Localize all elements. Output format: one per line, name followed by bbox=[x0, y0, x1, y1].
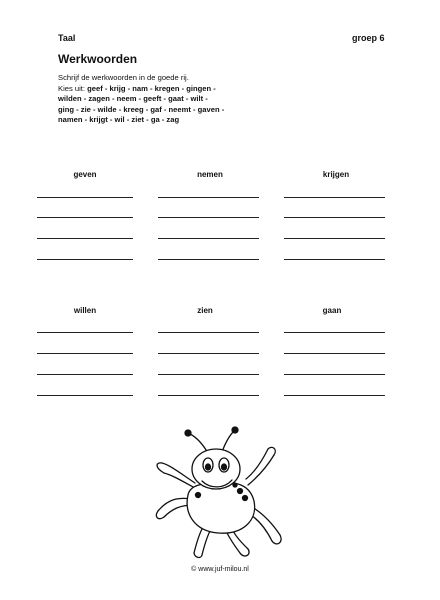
answer-line[interactable] bbox=[158, 197, 259, 198]
column-label-geven: geven bbox=[73, 170, 97, 179]
word-list-line-1: geef - krijg - nam - kregen - gingen - bbox=[87, 83, 216, 93]
antenna-right bbox=[222, 431, 234, 452]
answer-line[interactable] bbox=[158, 353, 259, 354]
spider-head bbox=[192, 449, 240, 489]
leg-left-1 bbox=[162, 463, 195, 488]
answer-line[interactable] bbox=[158, 395, 259, 396]
column-label-gaan: gaan bbox=[322, 306, 342, 315]
spot bbox=[233, 483, 237, 487]
copyright-footer: © www.juf-milou.nl bbox=[191, 566, 249, 573]
answer-line[interactable] bbox=[37, 197, 133, 198]
answer-line[interactable] bbox=[37, 353, 133, 354]
answer-line[interactable] bbox=[37, 217, 133, 218]
answer-line[interactable] bbox=[158, 217, 259, 218]
answer-line[interactable] bbox=[158, 238, 259, 239]
word-list-line-2: wilden - zagen - neem - geeft - gaat - wilt - bbox=[58, 94, 208, 103]
word-list-line-4: namen - krijgt - wil - ziet - ga - zag bbox=[58, 115, 180, 124]
instruction-line-2 bbox=[58, 84, 388, 95]
answer-line[interactable] bbox=[158, 332, 259, 333]
instructions bbox=[58, 73, 388, 126]
answer-line[interactable] bbox=[37, 395, 133, 396]
answer-line[interactable] bbox=[284, 259, 385, 260]
antenna-tip-left bbox=[185, 430, 191, 436]
instruction-line-1: Schrijf de werkwoorden in de goede rij. bbox=[58, 73, 189, 82]
subject-label: Taal bbox=[58, 33, 76, 43]
column-label-willen: willen bbox=[73, 306, 97, 315]
answer-line[interactable] bbox=[284, 353, 385, 354]
group-label: groep 6 bbox=[352, 33, 385, 43]
spot bbox=[196, 493, 201, 498]
page-title: Werkwoorden bbox=[58, 52, 138, 66]
answer-line[interactable] bbox=[284, 197, 385, 198]
answer-line[interactable] bbox=[284, 217, 385, 218]
answer-line[interactable] bbox=[37, 238, 133, 239]
column-label-nemen: nemen bbox=[197, 170, 223, 179]
spot bbox=[238, 489, 243, 494]
leg-right-1 bbox=[246, 449, 274, 485]
column-label-zien: zien bbox=[197, 306, 213, 315]
spider-illustration bbox=[140, 425, 300, 560]
spider-body bbox=[187, 483, 254, 534]
answer-line[interactable] bbox=[37, 259, 133, 260]
answer-line[interactable] bbox=[284, 395, 385, 396]
answer-line[interactable] bbox=[284, 332, 385, 333]
answer-line[interactable] bbox=[158, 374, 259, 375]
answer-line[interactable] bbox=[37, 374, 133, 375]
answer-line[interactable] bbox=[284, 374, 385, 375]
answer-line[interactable] bbox=[158, 259, 259, 260]
answer-line[interactable] bbox=[37, 332, 133, 333]
antenna-left bbox=[190, 434, 208, 453]
antenna-tip-right bbox=[232, 427, 238, 433]
column-label-krijgen: krijgen bbox=[322, 170, 350, 179]
answer-line[interactable] bbox=[284, 238, 385, 239]
spot bbox=[243, 496, 248, 501]
choose-from-label: Kies uit: bbox=[58, 83, 88, 93]
word-list-line-3: ging - zie - wilde - kreeg - gaf - neemt - gaven - bbox=[58, 104, 225, 114]
leg-bottom-left bbox=[194, 529, 210, 555]
